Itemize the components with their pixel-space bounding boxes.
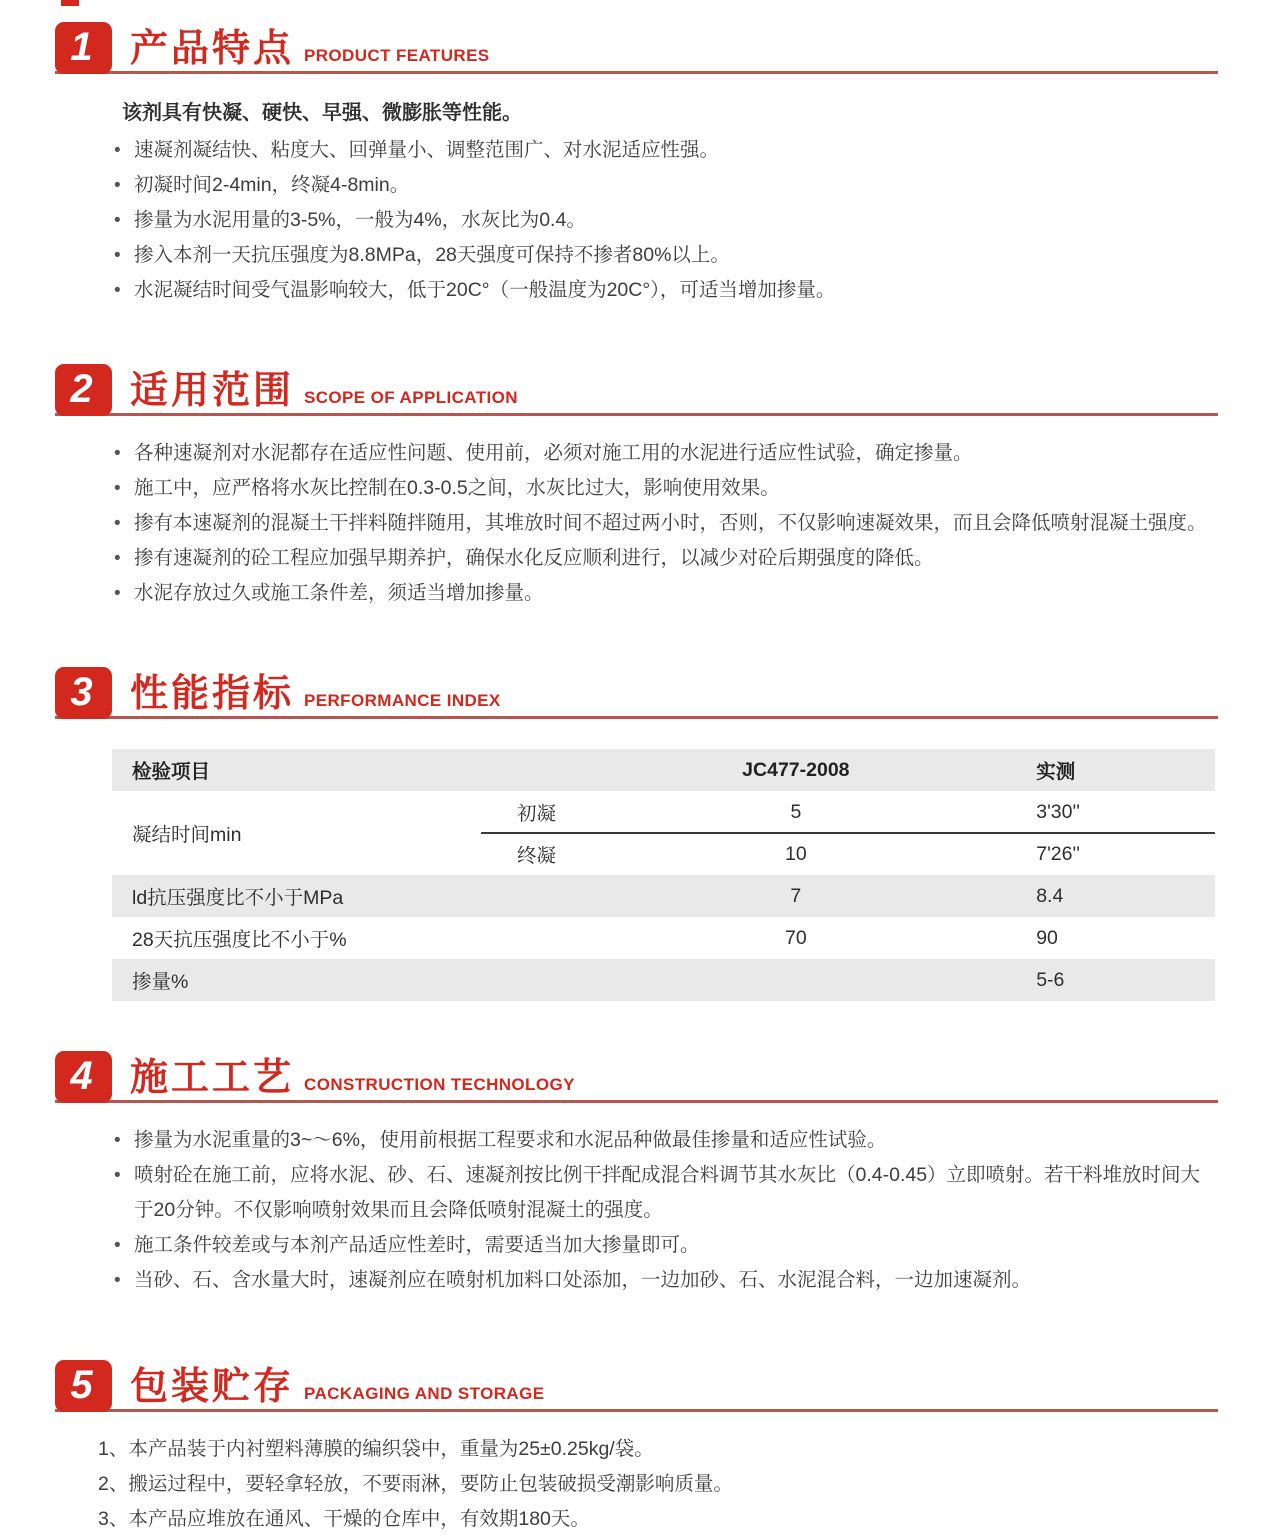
section-number-badge: [55, 364, 112, 416]
table-row-initial-set: [487, 791, 1215, 833]
bullet-dot-icon: •: [114, 583, 121, 604]
section-body: [0, 74, 1280, 308]
bullet-item: [112, 471, 1218, 506]
performance-table: [112, 749, 1215, 1001]
table-cell-standard: 5: [790, 800, 802, 823]
table-subrow-divider: [481, 832, 1215, 834]
section-body: [0, 1412, 1280, 1537]
section-scope-of-application: [0, 364, 1280, 611]
bullet-text: 掺量为水泥用量的3-5%，一般为4%，水灰比为0.4。: [134, 209, 586, 231]
bullet-item: [112, 168, 1218, 203]
section-performance-index: [0, 667, 1280, 1001]
table-header-standard: JC477-2008: [742, 758, 850, 781]
bullet-dot-icon: •: [114, 280, 121, 301]
bullet-dot-icon: •: [114, 443, 121, 464]
bullet-item: [112, 576, 1218, 611]
section-subtitle: SCOPE OF APPLICATION: [304, 388, 518, 407]
section-subtitle: PRODUCT FEATURES: [304, 46, 490, 65]
bullet-text: 各种速凝剂对水泥都存在适应性问题、使用前，必须对施工用的水泥进行适应性试验，确定掺量。: [134, 442, 973, 464]
top-edge-red-fragment: [61, 0, 79, 6]
section-header: [55, 1360, 1218, 1412]
numbered-list: [98, 1432, 1218, 1537]
bullet-text: 水泥凝结时间受气温影响较大，低于20C°（一般温度为20C°），可适当增加掺量。: [134, 279, 836, 301]
section-title: 适用范围: [130, 370, 295, 412]
bullet-text: 当砂、石、含水量大时，速凝剂应在喷射机加料口处添加，一边加砂、石、水泥混合料，一边加速凝剂。: [134, 1269, 1032, 1291]
table-header-item: 检验项目: [132, 761, 211, 783]
table-cell-label: 凝结时间min: [132, 824, 242, 846]
bullet-item: [112, 203, 1218, 238]
section-intro: 该剂具有快凝、硬快、早强、微膨胀等性能。: [122, 102, 522, 124]
table-cell-standard: 7: [790, 884, 802, 907]
bullet-list: [112, 133, 1218, 308]
section-subtitle: PACKAGING AND STORAGE: [304, 1384, 545, 1403]
section-header: [55, 22, 1218, 74]
table-setting-time-group: [112, 791, 1215, 875]
bullet-text: 施工条件较差或与本剂产品适应性差时，需要适当加大掺量即可。: [134, 1234, 700, 1256]
bullet-text: 掺量为水泥重量的3~～6%，使用前根据工程要求和水泥品种做最佳掺量和适应性试验。: [134, 1129, 887, 1151]
bullet-text: 水泥存放过久或施工条件差，须适当增加掺量。: [134, 582, 544, 604]
section-header: [55, 1051, 1218, 1103]
bullet-item: [112, 273, 1218, 308]
bullet-item: [112, 238, 1218, 273]
bullet-dot-icon: •: [114, 478, 121, 499]
bullet-dot-icon: •: [114, 140, 121, 161]
table-cell-measured: 3'30'': [1036, 800, 1080, 823]
section-number-badge: [55, 1051, 112, 1103]
section-packaging-storage: [0, 1360, 1280, 1537]
bullet-dot-icon: •: [114, 175, 121, 196]
section-number-badge: [55, 22, 112, 74]
section-construction-technology: [0, 1051, 1280, 1298]
section-body: [0, 1103, 1280, 1298]
bullet-text: 初凝时间2-4min，终凝4-8min。: [134, 174, 410, 196]
section-title: 产品特点: [130, 28, 295, 70]
table-cell-label: 掺量%: [132, 971, 189, 993]
table-row-28d-strength: [112, 917, 1215, 959]
table-cell-subname: 初凝: [517, 803, 557, 825]
table-cell-label: ld抗压强度比不小于MPa: [132, 887, 344, 909]
table-cell-subname: 终凝: [517, 845, 557, 867]
section-body: [0, 416, 1280, 611]
bullet-item: [112, 506, 1218, 541]
bullet-dot-icon: •: [114, 1270, 121, 1291]
numbered-item: 3、本产品应堆放在通风、干燥的仓库中，有效期180天。: [98, 1508, 590, 1530]
table-cell-label: 28天抗压强度比不小于%: [132, 929, 347, 951]
section-number: 3: [70, 670, 93, 714]
bullet-item: [112, 1158, 1218, 1228]
section-subtitle: PERFORMANCE INDEX: [304, 691, 501, 710]
bullet-dot-icon: •: [114, 548, 121, 569]
section-number: 5: [70, 1363, 93, 1407]
bullet-dot-icon: •: [114, 1235, 121, 1256]
table-row-dosage: [112, 959, 1215, 1001]
section-number: 1: [70, 25, 93, 69]
bullet-text: 施工中，应严格将水灰比控制在0.3-0.5之间，水灰比过大，影响使用效果。: [134, 477, 780, 499]
bullet-item: [112, 1228, 1218, 1263]
bullet-item: [112, 436, 1218, 471]
bullet-dot-icon: •: [114, 513, 121, 534]
bullet-dot-icon: •: [114, 1165, 121, 1186]
bullet-text: 掺入本剂一天抗压强度为8.8MPa，28天强度可保持不掺者80%以上。: [134, 244, 730, 266]
bullet-dot-icon: •: [114, 210, 121, 231]
bullet-item: [112, 133, 1218, 168]
section-subtitle: CONSTRUCTION TECHNOLOGY: [304, 1075, 575, 1094]
section-header: [55, 364, 1218, 416]
table-row-final-set: [487, 833, 1215, 875]
bullet-list: [112, 1123, 1218, 1298]
bullet-text: 速凝剂凝结快、粘度大、回弹量小、调整范围广、对水泥适应性强。: [134, 139, 720, 161]
table-cell-measured: 90: [1036, 926, 1058, 949]
section-header: [55, 667, 1218, 719]
bullet-dot-icon: •: [114, 245, 121, 266]
bullet-dot-icon: •: [114, 1130, 121, 1151]
bullet-text: 掺有速凝剂的砼工程应加强早期养护，确保水化反应顺利进行，以减少对砼后期强度的降低。: [134, 547, 934, 569]
table-cell-measured: 5-6: [1036, 968, 1065, 991]
numbered-item: 1、本产品装于内衬塑料薄膜的编织袋中，重量为25±0.25kg/袋。: [98, 1438, 654, 1460]
table-cell-measured: 7'26'': [1036, 842, 1080, 865]
table-cell-standard: 70: [784, 926, 807, 949]
bullet-item: [112, 1263, 1218, 1298]
table-header-measured: 实测: [1036, 761, 1076, 783]
table-cell-measured: 8.4: [1036, 884, 1064, 907]
bullet-item: [112, 1123, 1218, 1158]
section-title: 施工工艺: [130, 1057, 295, 1099]
section-number: 4: [70, 1054, 93, 1098]
bullet-list: [112, 436, 1218, 611]
section-product-features: [0, 22, 1280, 308]
bullet-text: 掺有本速凝剂的混凝土干拌料随拌随用，其堆放时间不超过两小时，否则，不仅影响速凝效果，而且会降低喷射混凝土强度。: [134, 512, 1207, 534]
bullet-text: 喷射砼在施工前，应将水泥、砂、石、速凝剂按比例干拌配成混合料调节其水灰比（0.4-0.45）立即喷射。若干料堆放时间大于20分钟。不仅影响喷射效果而且会降低喷射混凝土的强度。: [134, 1164, 1201, 1221]
table-cell-standard: 10: [785, 842, 807, 865]
bullet-item: [112, 541, 1218, 576]
table-row-1d-strength: [112, 875, 1215, 917]
section-title: 性能指标: [130, 673, 295, 715]
section-number-badge: [55, 1360, 112, 1412]
numbered-item: 2、搬运过程中，要轻拿轻放，不要雨淋，要防止包装破损受潮影响质量。: [98, 1473, 733, 1495]
section-number-badge: [55, 667, 112, 719]
table-setting-subrows: [487, 791, 1215, 875]
section-number: 2: [70, 367, 93, 411]
section-title: 包装贮存: [130, 1366, 295, 1408]
table-header-row: [112, 749, 1215, 791]
